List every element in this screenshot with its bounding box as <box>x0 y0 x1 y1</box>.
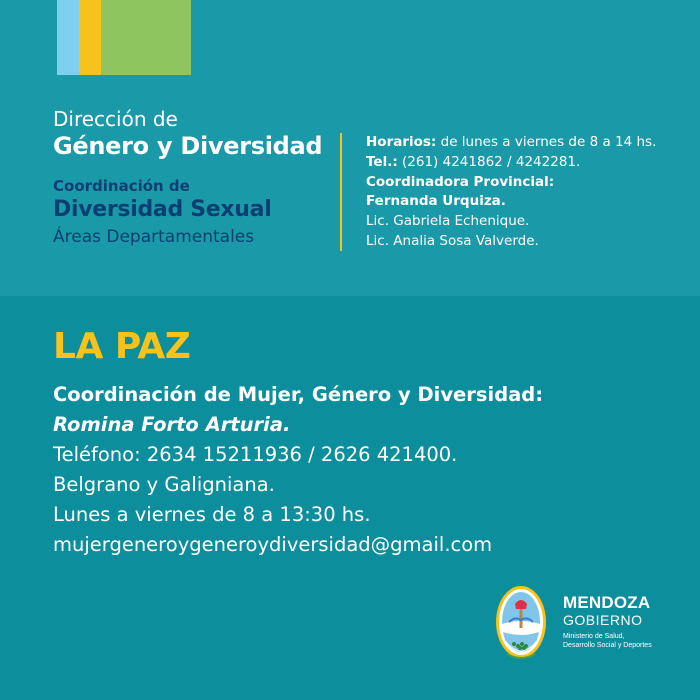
horarios-line <box>366 133 656 153</box>
logo-ministry-line2: Desarrollo Social y Deportes <box>563 642 652 649</box>
coordinadora-label: Coordinadora Provincial: <box>366 173 555 190</box>
direccion-title: Género y Diversidad <box>53 132 323 160</box>
vertical-divider <box>340 133 342 251</box>
tel-value: (261) 4241862 / 4242281. <box>397 153 581 170</box>
mendoza-seal-icon <box>493 582 553 662</box>
horarios-label: Horarios: <box>366 134 437 150</box>
hours-text: Lunes a viernes de 8 a 13:30 hs. <box>53 503 371 526</box>
tel-line <box>366 153 656 173</box>
phone-text: Teléfono: 2634 15211936 / 2626 421400. <box>53 443 458 466</box>
blue-stripe <box>57 0 79 75</box>
lic-sosa-valverde: Lic. Analia Sosa Valverde. <box>366 232 539 249</box>
location-contact-block <box>53 380 543 560</box>
horarios-value: de lunes a viernes de 8 a 14 hs. <box>436 134 657 150</box>
green-stripe <box>101 0 191 75</box>
address-text: Belgrano y Galigniana. <box>53 473 275 496</box>
email-text: mujergeneroygeneroydiversidad@gmail.com <box>53 533 493 556</box>
coordinacion-label: Coordinación de <box>53 177 190 195</box>
office-name: Coordinación de Mujer, Género y Diversidad: <box>53 383 544 406</box>
coordinacion-title: Diversidad Sexual <box>53 197 272 222</box>
header-band <box>0 0 700 296</box>
contact-info-block <box>366 133 656 252</box>
logo-ministry-line1: Ministerio de Salud, <box>563 633 625 640</box>
logo-gobierno-text: GOBIERNO <box>563 612 643 628</box>
city-title: LA PAZ <box>53 326 191 367</box>
coordinadora-name: Fernanda Urquiza. <box>366 193 506 210</box>
contact-person: Romina Forto Arturia. <box>53 413 291 436</box>
direccion-label: Dirección de <box>53 107 178 131</box>
mendoza-gobierno-logo <box>493 582 663 662</box>
lic-echenique: Lic. Gabriela Echenique. <box>366 213 530 230</box>
logo-mendoza-text: MENDOZA <box>563 593 651 612</box>
tel-label: Tel.: <box>366 153 398 170</box>
yellow-stripe <box>79 0 101 75</box>
areas-departamentales: Áreas Departamentales <box>53 227 255 247</box>
